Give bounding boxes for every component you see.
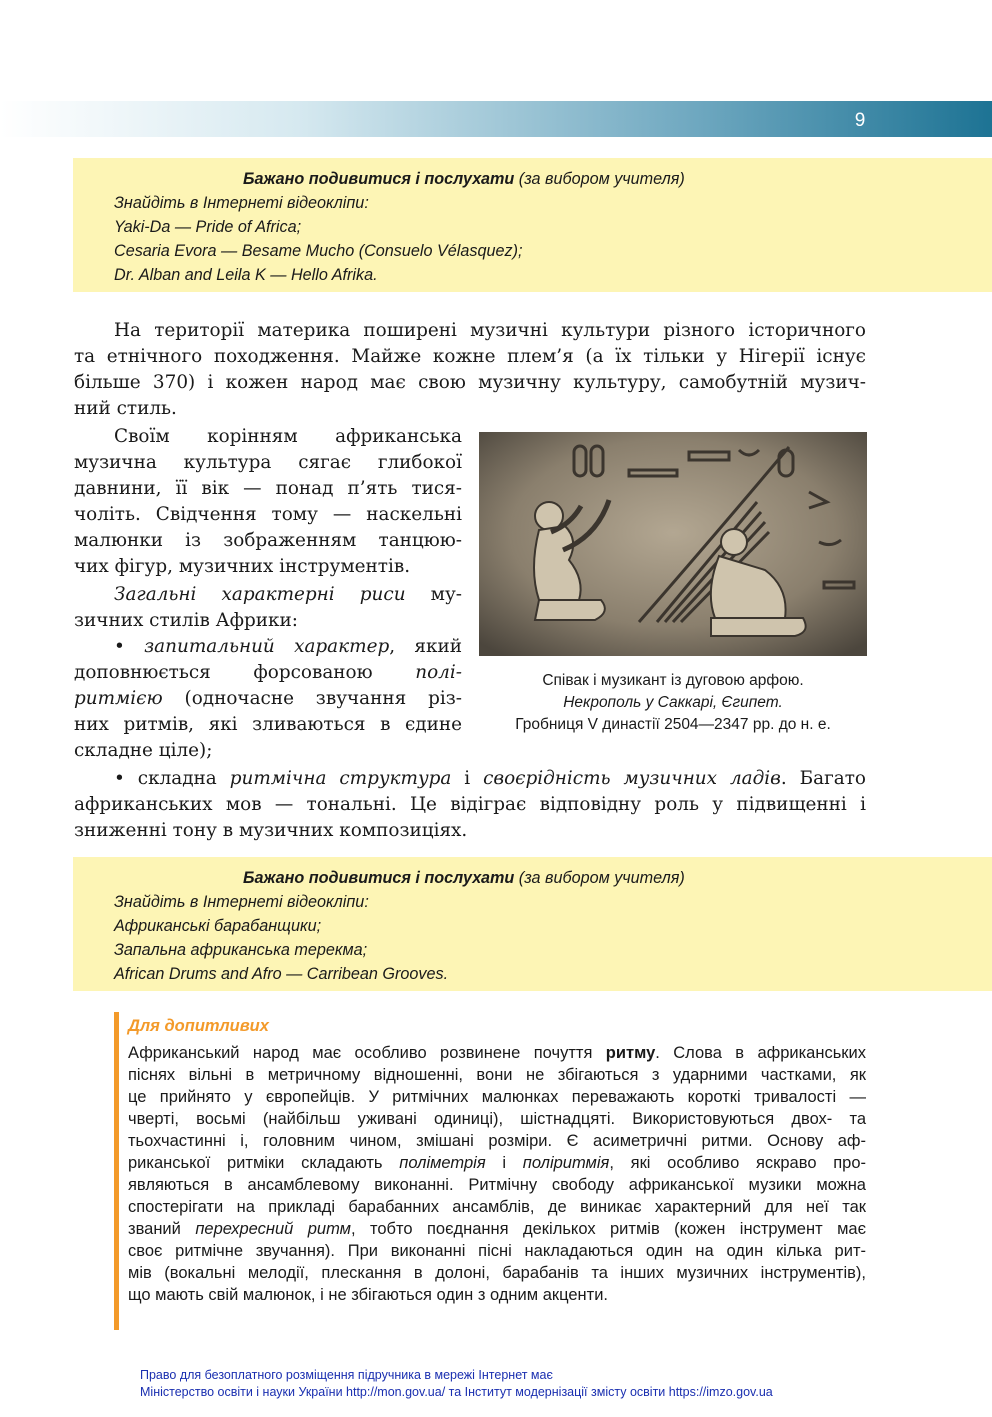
egyptian-relief-image — [479, 432, 867, 656]
body-line: чих фігур, музичних інструментів. — [74, 556, 411, 577]
bullet-line: зниженні тону в музичних композиціях. — [74, 820, 468, 841]
body-line: музична культура сягає глибокої — [74, 452, 462, 473]
body-text: званий — [128, 1220, 196, 1238]
body-text: (одночасне звучання різ- — [162, 688, 462, 709]
curious-line — [128, 1042, 866, 1064]
italic-term: ритмією — [74, 688, 163, 709]
bullet-line — [114, 766, 866, 792]
italic-term: своєрідність музичних ладів — [483, 768, 781, 789]
curious-line: це прийнято у європейців. У ритмічних малюнках переважають короткі тривалості — — [128, 1088, 866, 1106]
curious-line: мів (вокальні мелодії, плескання в долоні, барабанів та інших музичних інструментів), — [128, 1264, 866, 1282]
curious-line: спостерігати на прикладі барабанних ансамблів, де виникає характерний для неї так — [128, 1198, 866, 1216]
body-line: більше 370) і кожен народ має свою музичну культуру, самобутній музич- — [74, 372, 866, 393]
body-text: і — [485, 1154, 523, 1172]
bullet-marker: • — [114, 636, 145, 657]
suggestion-heading — [243, 869, 685, 888]
bullet-line: африканських мов — тональні. Це відіграє відповідну роль у підвищенні і — [74, 794, 866, 815]
body-line — [114, 582, 462, 608]
italic-term: ритмічна структура — [229, 768, 452, 789]
italic-term: поліметрія — [399, 1154, 486, 1172]
body-line: та етнічного походження. Майже кожне плем’я (а їх тільки у Нігерії існує — [74, 346, 866, 367]
relief-illustration — [479, 432, 867, 656]
curious-line: піснях вільні в метричному відношенні, вони не збігаються з ударними частками, як — [128, 1066, 866, 1084]
body-line: давнини, її вік — понад п’ять тися- — [74, 478, 462, 499]
image-caption-date: Гробниця V династії 2504—2347 рр. до н. е. — [515, 716, 831, 733]
page-number: 9 — [854, 110, 866, 131]
for-curious-block — [114, 1012, 879, 1330]
suggestion-heading — [243, 170, 685, 189]
body-line: чоліть. Свідчення тому — наскельні — [74, 504, 462, 525]
curious-line: чверті, восьмі (найбільш уживані одиниці), шістнадцяті. Використовуються двох- та — [128, 1110, 866, 1128]
italic-term: перехресний ритм — [195, 1220, 351, 1238]
suggestion-line: Знайдіть в Інтернеті відеокліпи: — [114, 194, 369, 212]
body-line: Своїм корінням африканська — [114, 426, 462, 447]
suggestion-heading-note: (за вибором учителя) — [514, 170, 685, 188]
curious-line: своє ритмічне звучання). При виконанні пісні накладаються один на один кілька рит- — [128, 1242, 866, 1260]
italic-term: полі- — [415, 662, 462, 683]
body-text: , тобто поєднання декількох ритмів (кожен інструмент має — [350, 1220, 867, 1238]
header-band — [0, 101, 992, 137]
bold-term: ритму — [605, 1044, 656, 1062]
image-caption-location: Некрополь у Саккарі, Єгипет. — [563, 694, 783, 711]
image-caption: Співак і музикант із дуговою арфою. — [542, 672, 804, 689]
italic-term: поліритмія — [522, 1154, 610, 1172]
body-line: малюнки із зображенням танцюю- — [74, 530, 462, 551]
suggestion-box-1 — [73, 158, 992, 292]
italic-term: Загальні характерні риси — [114, 584, 406, 605]
suggestion-line: Yaki-Da — Pride of Africa; — [114, 218, 302, 236]
body-line: На території материка поширені музичні культури різного історичного — [114, 320, 866, 341]
suggestion-line: Cesaria Evora — Besame Mucho (Consuelo Vélasquez); — [114, 242, 523, 260]
body-line: зичних стилів Африки: — [74, 610, 298, 631]
body-text: • складна — [114, 768, 230, 789]
suggestion-heading-bold: Бажано подивитися і послухати — [243, 869, 515, 887]
body-text: , який — [389, 636, 462, 657]
body-text: доповнюється форсованою — [74, 662, 416, 683]
curious-line — [128, 1218, 866, 1240]
suggestion-box-2 — [73, 857, 992, 991]
suggestion-line: Знайдіть в Інтернеті відеокліпи: — [114, 893, 369, 911]
body-text: і — [451, 768, 484, 789]
body-line: ний стиль. — [74, 398, 177, 419]
body-text: . Багато — [780, 768, 866, 789]
bullet-line — [74, 686, 462, 712]
curious-line: являються в ансамблевому виконанні. Ритмічну свободу африканської музики можна — [128, 1176, 866, 1194]
bullet-line — [114, 634, 462, 660]
body-text: , які особливо яскраво про- — [609, 1154, 866, 1172]
bullet-line: них ритмів, які зливаються в єдине — [74, 714, 462, 735]
bullet-line — [74, 660, 462, 686]
curious-line: тьохчастинні і, головним чином, змішані розміри. Є асиметричні ритми. Основу аф- — [128, 1132, 866, 1150]
footer-ministry-line: Міністерство освіти і науки України http://mon.gov.ua/ та Інститут модернізації змісту освіти https://imzo.gov.ua — [140, 1385, 773, 1399]
footer-rights-line: Право для безоплатного розміщення підручника в мережі Інтернет має — [140, 1368, 553, 1382]
suggestion-heading-bold: Бажано подивитися і послухати — [243, 170, 515, 188]
suggestion-line: Запальна африканська терекма; — [114, 941, 368, 959]
suggestion-line: Dr. Alban and Leila K — Hello Afrika. — [114, 266, 378, 284]
curious-line: що мають свій малюнок, і не збігаються один з одним акценти. — [128, 1286, 608, 1304]
body-text: риканської ритміки складають — [128, 1154, 400, 1172]
italic-term: запитальний характер — [144, 636, 390, 657]
body-text: Африканський народ має особливо розвинене почуття — [128, 1044, 606, 1062]
for-curious-title: Для допитливих — [128, 1017, 269, 1035]
body-text: му- — [405, 584, 463, 605]
bullet-line: складне ціле); — [74, 740, 213, 761]
suggestion-line: Африканські барабанщики; — [114, 917, 322, 935]
suggestion-heading-note: (за вибором учителя) — [514, 869, 685, 887]
suggestion-line: African Drums and Afro — Carribean Grooves. — [114, 965, 449, 983]
body-text: . Слова в африканських — [655, 1044, 866, 1062]
curious-line — [128, 1152, 866, 1174]
